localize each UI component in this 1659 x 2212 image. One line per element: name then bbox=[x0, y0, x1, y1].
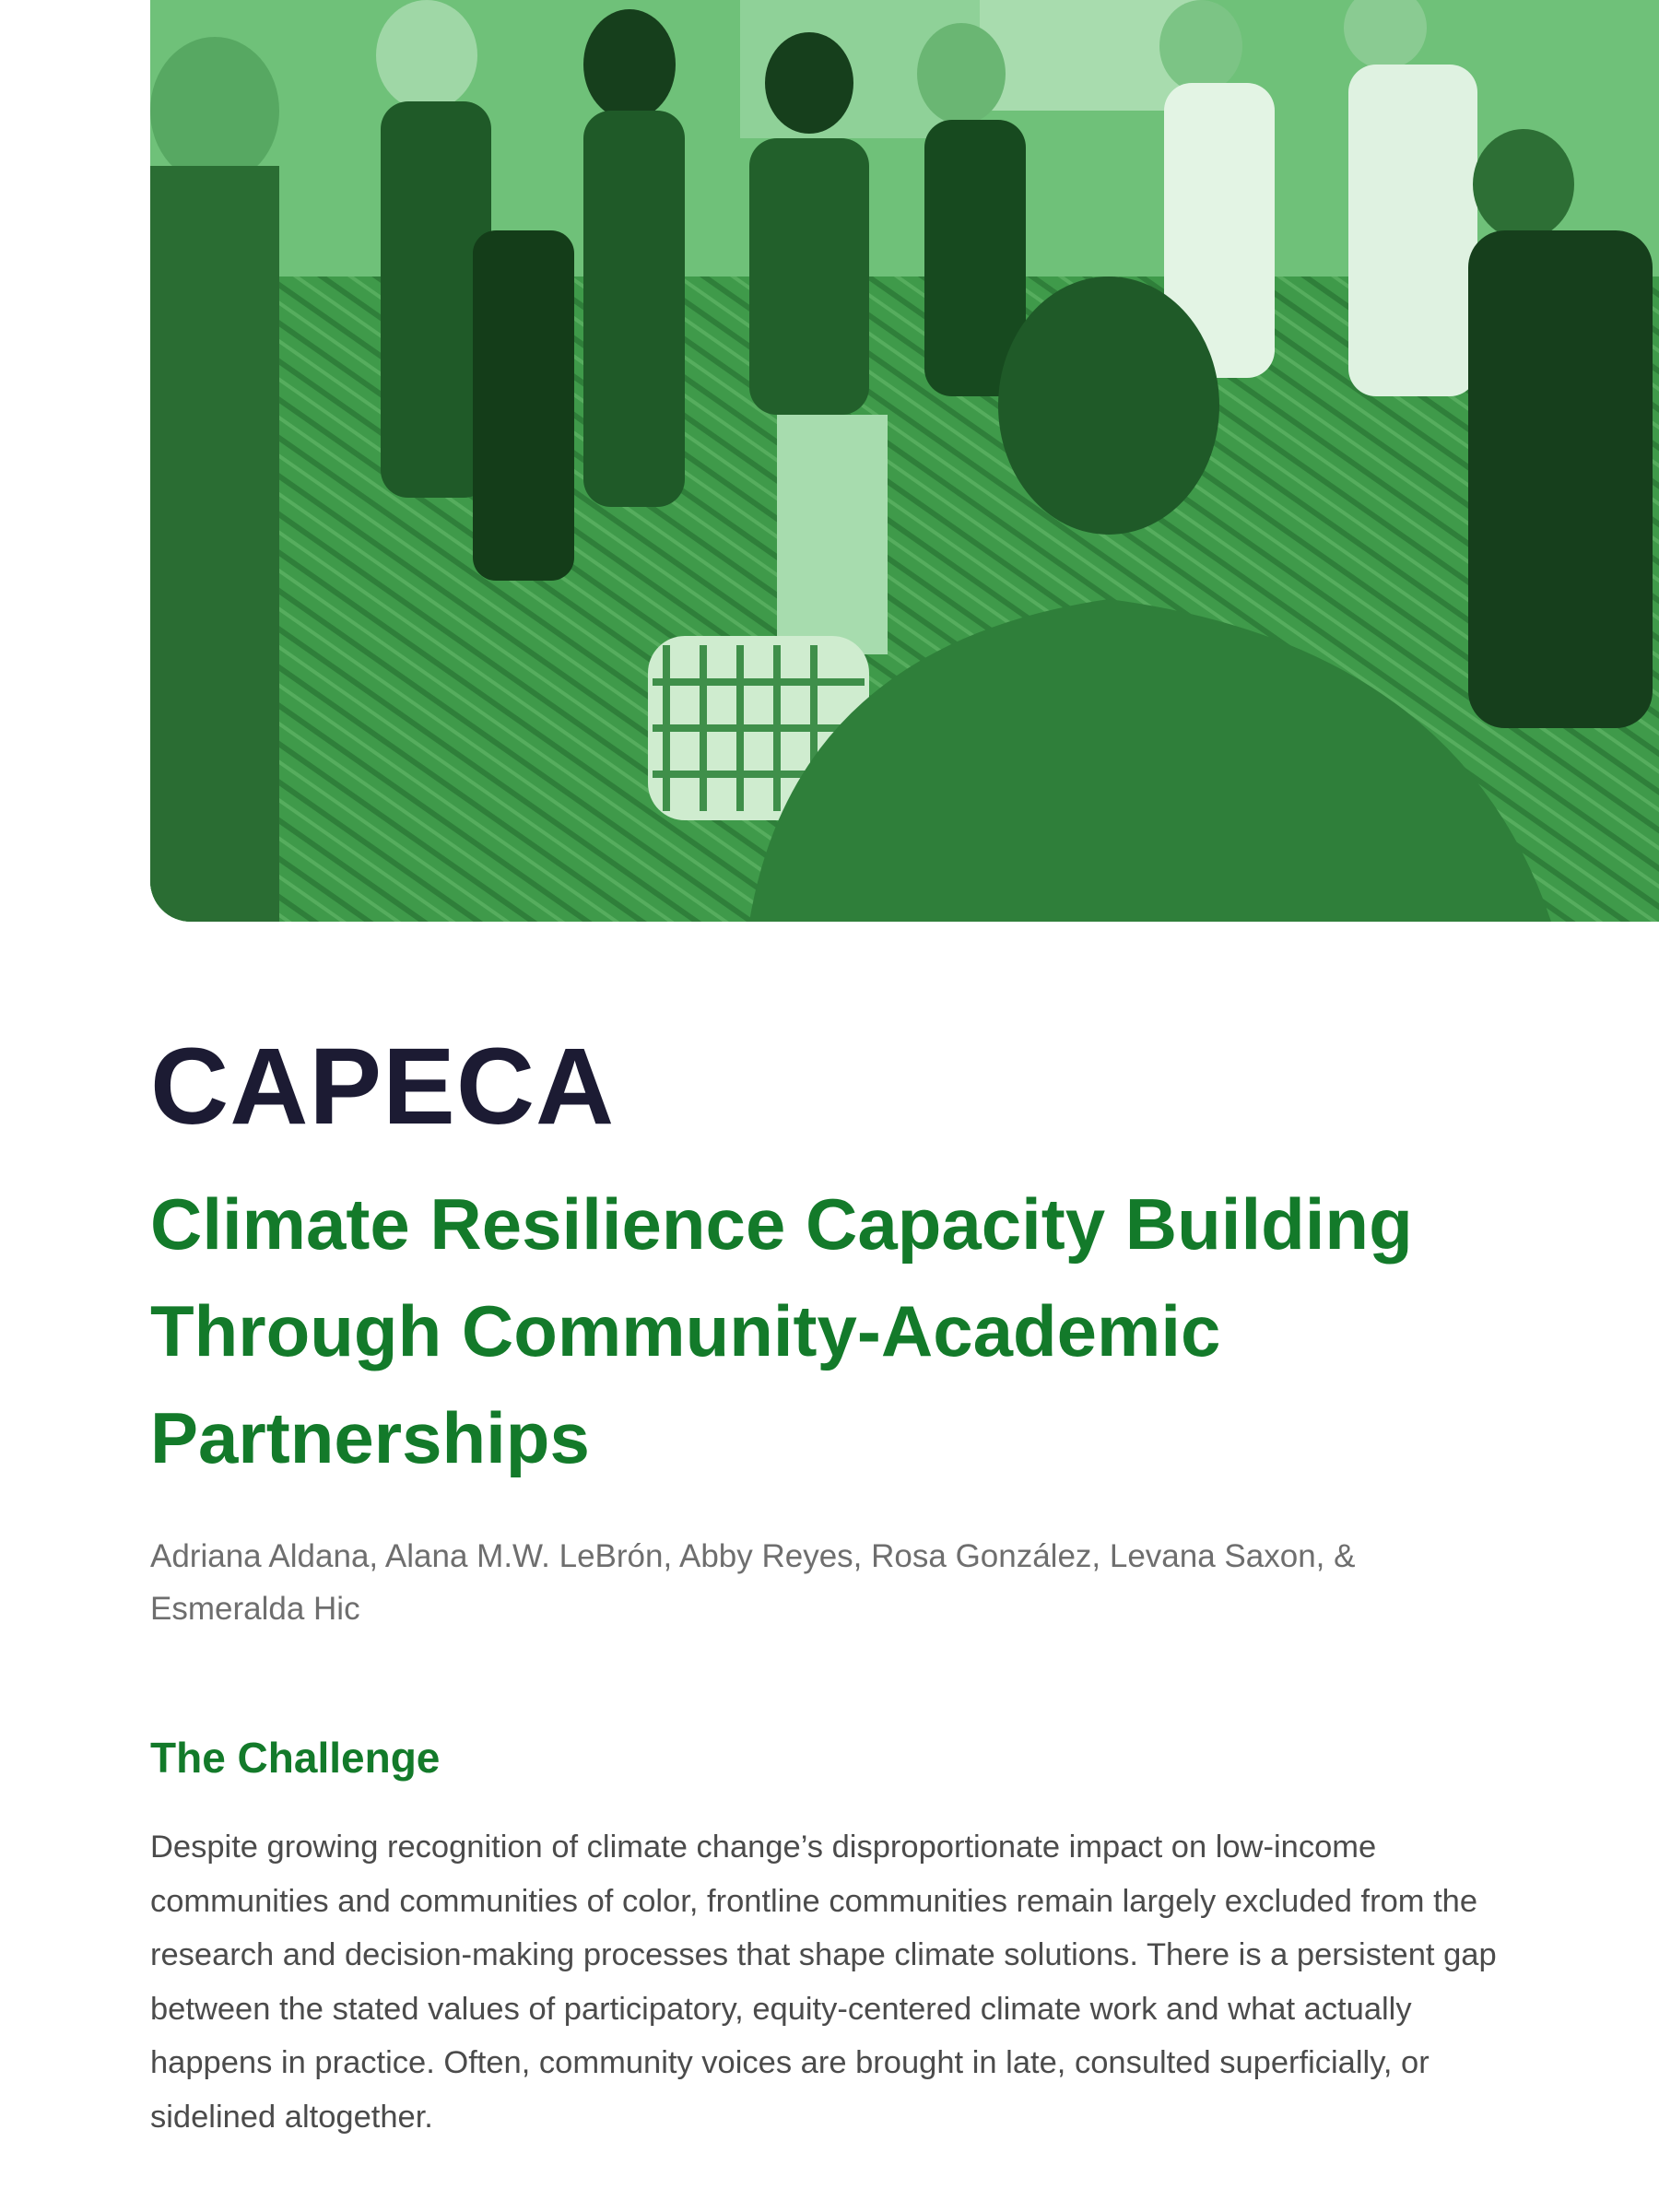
page-subtitle: Climate Resilience Capacity Building Through Community-Academic Partnerships bbox=[150, 1183, 1413, 1478]
section-heading-challenge: The Challenge bbox=[150, 1734, 441, 1782]
page-title: CAPECA bbox=[150, 1026, 616, 1147]
author-list: Adriana Aldana, Alana M.W. LeBrón, Abby Reyes, Rosa González, Levana Saxon, & Esmeralda Hic bbox=[150, 1538, 1356, 1627]
group-workshop-photo bbox=[150, 0, 1659, 922]
hero-photo bbox=[150, 0, 1659, 922]
section-body-challenge: Despite growing recognition of climate change’s disproportionate impact on low-income communities and communities of color, frontline communities remain largely excluded from the research and decision-making processes that shape climate solutions. There is a persistent gap between the stated values of participatory, equity-centered climate work and what actually happens in practice. Often, community voices are brought in late, consulted superficially, or sidelined altogether. bbox=[150, 1830, 1497, 2135]
